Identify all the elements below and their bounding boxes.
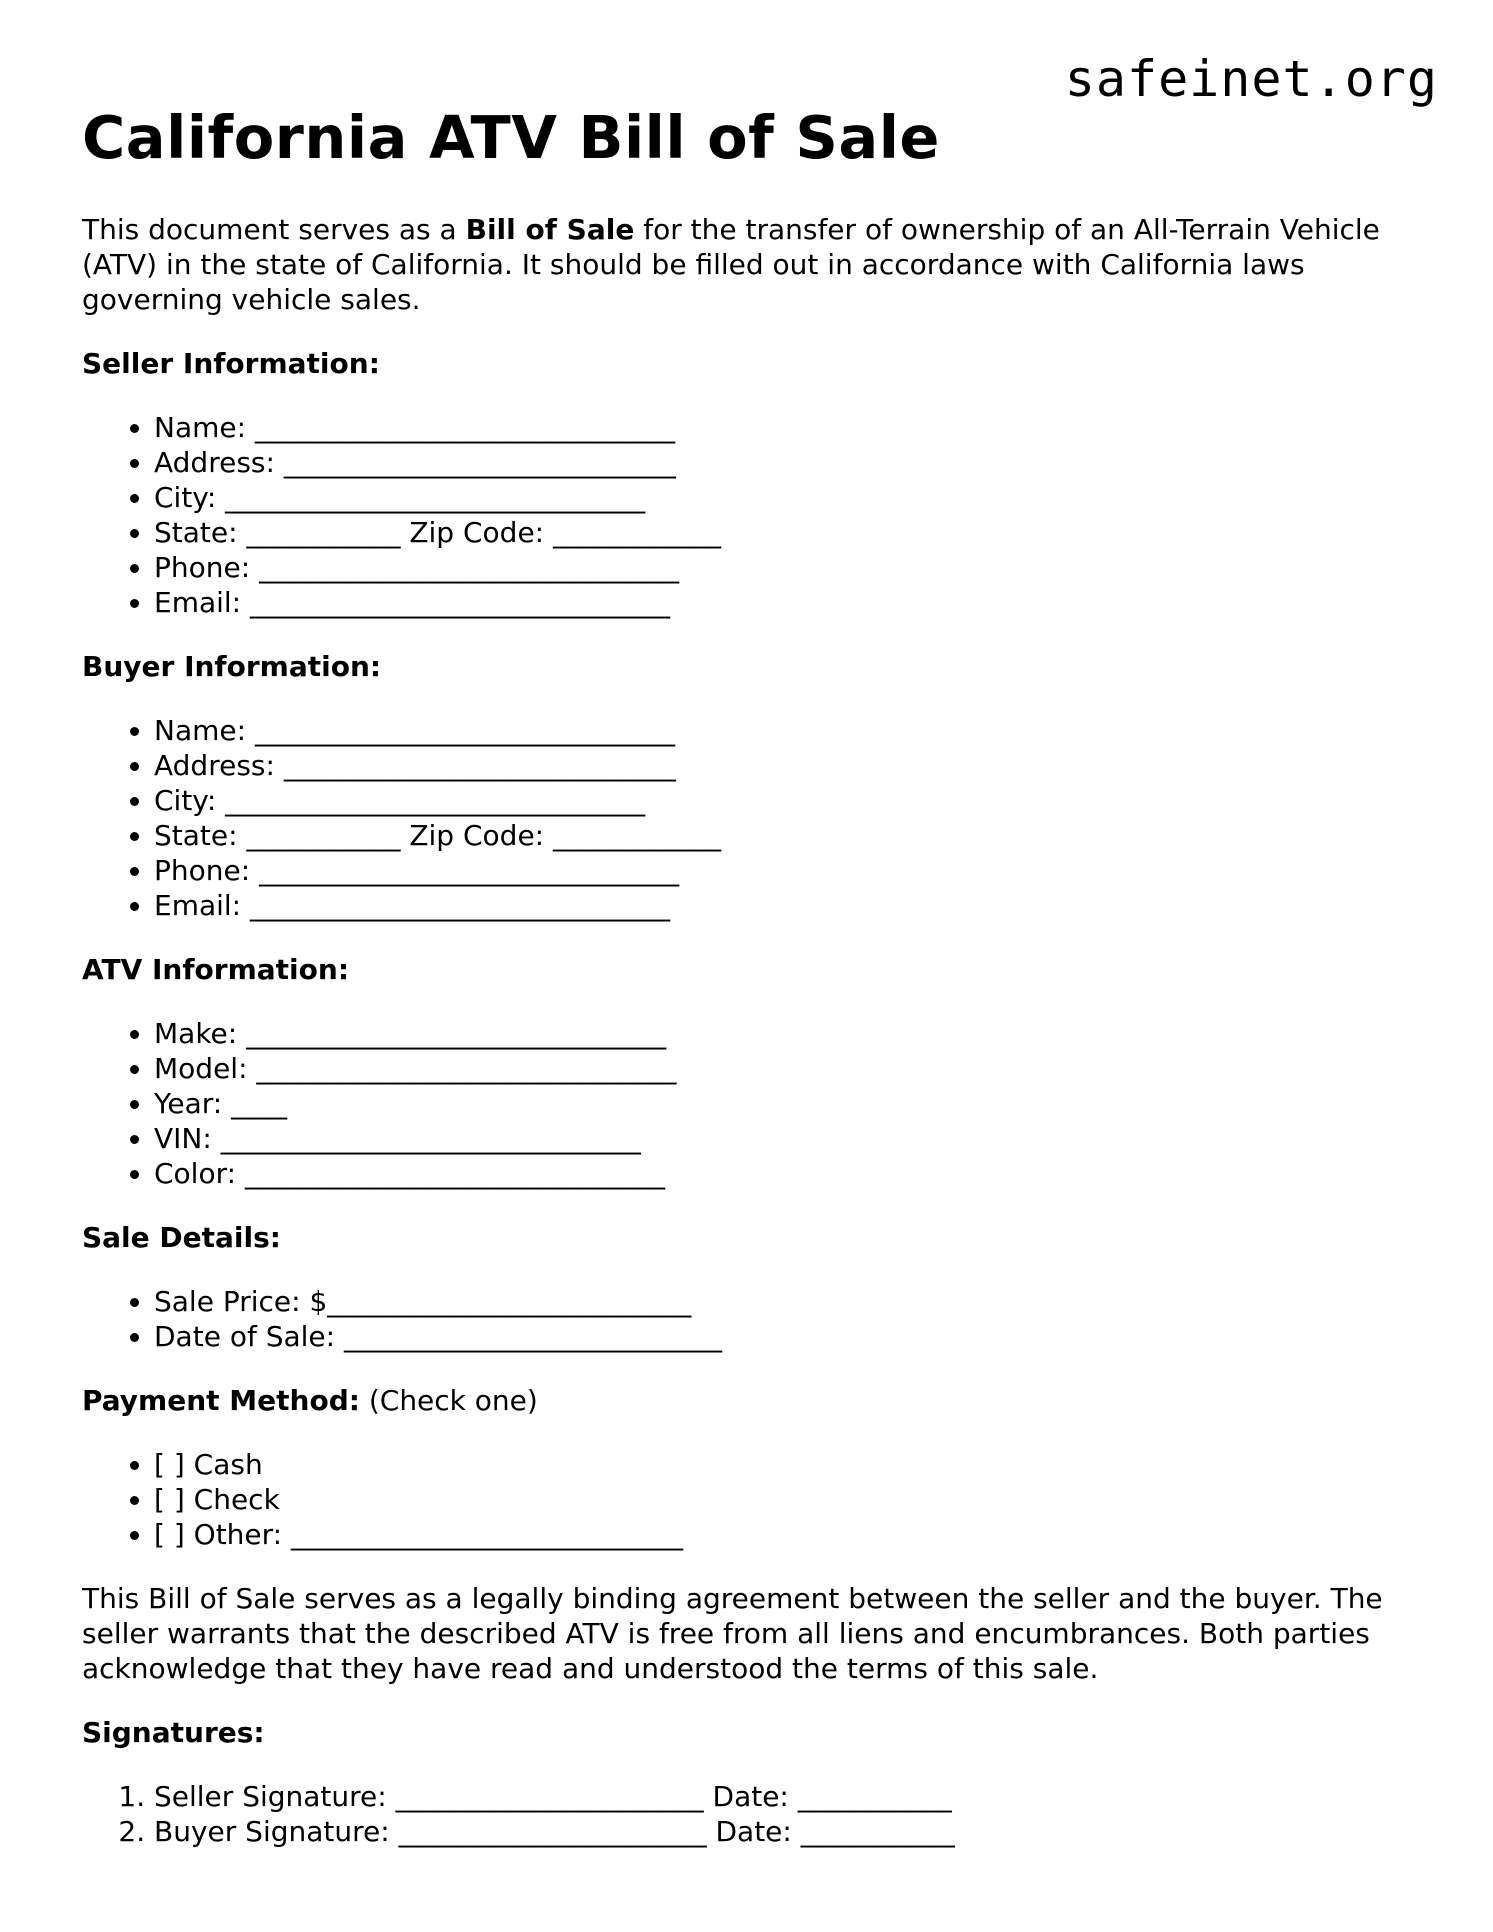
intro-bold-term: Bill of Sale	[465, 213, 635, 246]
atv-heading: ATV Information:	[82, 953, 350, 986]
payment-heading-note: (Check one)	[359, 1384, 538, 1417]
seller-name-field[interactable]: • Name: ______________________________	[154, 410, 1412, 445]
seller-address-field[interactable]: • Address: ____________________________	[154, 445, 1412, 480]
seller-signature-field[interactable]: 1. Seller Signature: ______________________ Date: ___________	[154, 1779, 1412, 1814]
sale-date-field[interactable]: • Date of Sale: ___________________________	[154, 1319, 1412, 1354]
buyer-name-field[interactable]: • Name: ______________________________	[154, 713, 1412, 748]
atv-model-field[interactable]: • Model: ______________________________	[154, 1051, 1412, 1086]
seller-city-field[interactable]: • City: ______________________________	[154, 480, 1412, 515]
buyer-phone-field[interactable]: • Phone: ______________________________	[154, 853, 1412, 888]
payment-heading	[82, 1383, 1412, 1418]
document-body	[82, 212, 1412, 1878]
buyer-heading: Buyer Information:	[82, 650, 382, 683]
signature-lines	[82, 1779, 1412, 1849]
intro-paragraph	[82, 212, 1412, 317]
watermark: safeinet.org	[1064, 50, 1438, 108]
seller-email-field[interactable]: • Email: ______________________________	[154, 585, 1412, 620]
signatures-heading: Signatures:	[82, 1716, 265, 1749]
sale-price-field[interactable]: • Sale Price: $__________________________	[154, 1284, 1412, 1319]
payment-heading-label: Payment Method:	[82, 1384, 360, 1417]
buyer-city-field[interactable]: • City: ______________________________	[154, 783, 1412, 818]
sale-fields	[82, 1284, 1412, 1354]
atv-year-field[interactable]: • Year: ____	[154, 1086, 1412, 1121]
buyer-fields	[82, 713, 1412, 923]
payment-check-checkbox[interactable]: • [ ] Check	[154, 1482, 1412, 1517]
payment-cash-checkbox[interactable]: • [ ] Cash	[154, 1447, 1412, 1482]
seller-state-zip-field[interactable]: • State: ___________ Zip Code: ____________	[154, 515, 1412, 550]
atv-vin-field[interactable]: • VIN: ______________________________	[154, 1121, 1412, 1156]
sale-heading: Sale Details:	[82, 1221, 281, 1254]
seller-fields	[82, 410, 1412, 620]
closing-paragraph: This Bill of Sale serves as a legally binding agreement between the seller and the buyer. The seller warrants that the described ATV is free from all liens and encumbrances. Both parties acknowledge that they have read and understood the terms of this sale.	[82, 1582, 1383, 1685]
buyer-email-field[interactable]: • Email: ______________________________	[154, 888, 1412, 923]
atv-fields	[82, 1016, 1412, 1191]
payment-options	[82, 1447, 1412, 1552]
buyer-address-field[interactable]: • Address: ____________________________	[154, 748, 1412, 783]
buyer-state-zip-field[interactable]: • State: ___________ Zip Code: ____________	[154, 818, 1412, 853]
atv-make-field[interactable]: • Make: ______________________________	[154, 1016, 1412, 1051]
intro-text-after: for the transfer of ownership of an All-Terrain Vehicle (ATV) in the state of California. It should be filled out in accordance with California laws governing vehicle sales.	[82, 213, 1380, 316]
payment-other-checkbox[interactable]: • [ ] Other: ____________________________	[154, 1517, 1412, 1552]
seller-heading: Seller Information:	[82, 347, 380, 380]
seller-phone-field[interactable]: • Phone: ______________________________	[154, 550, 1412, 585]
atv-color-field[interactable]: • Color: ______________________________	[154, 1156, 1412, 1191]
document-title: California ATV Bill of Sale	[82, 103, 940, 172]
intro-text-before: This document serves as a	[82, 213, 466, 246]
buyer-signature-field[interactable]: 2. Buyer Signature: ______________________ Date: ___________	[154, 1814, 1412, 1849]
